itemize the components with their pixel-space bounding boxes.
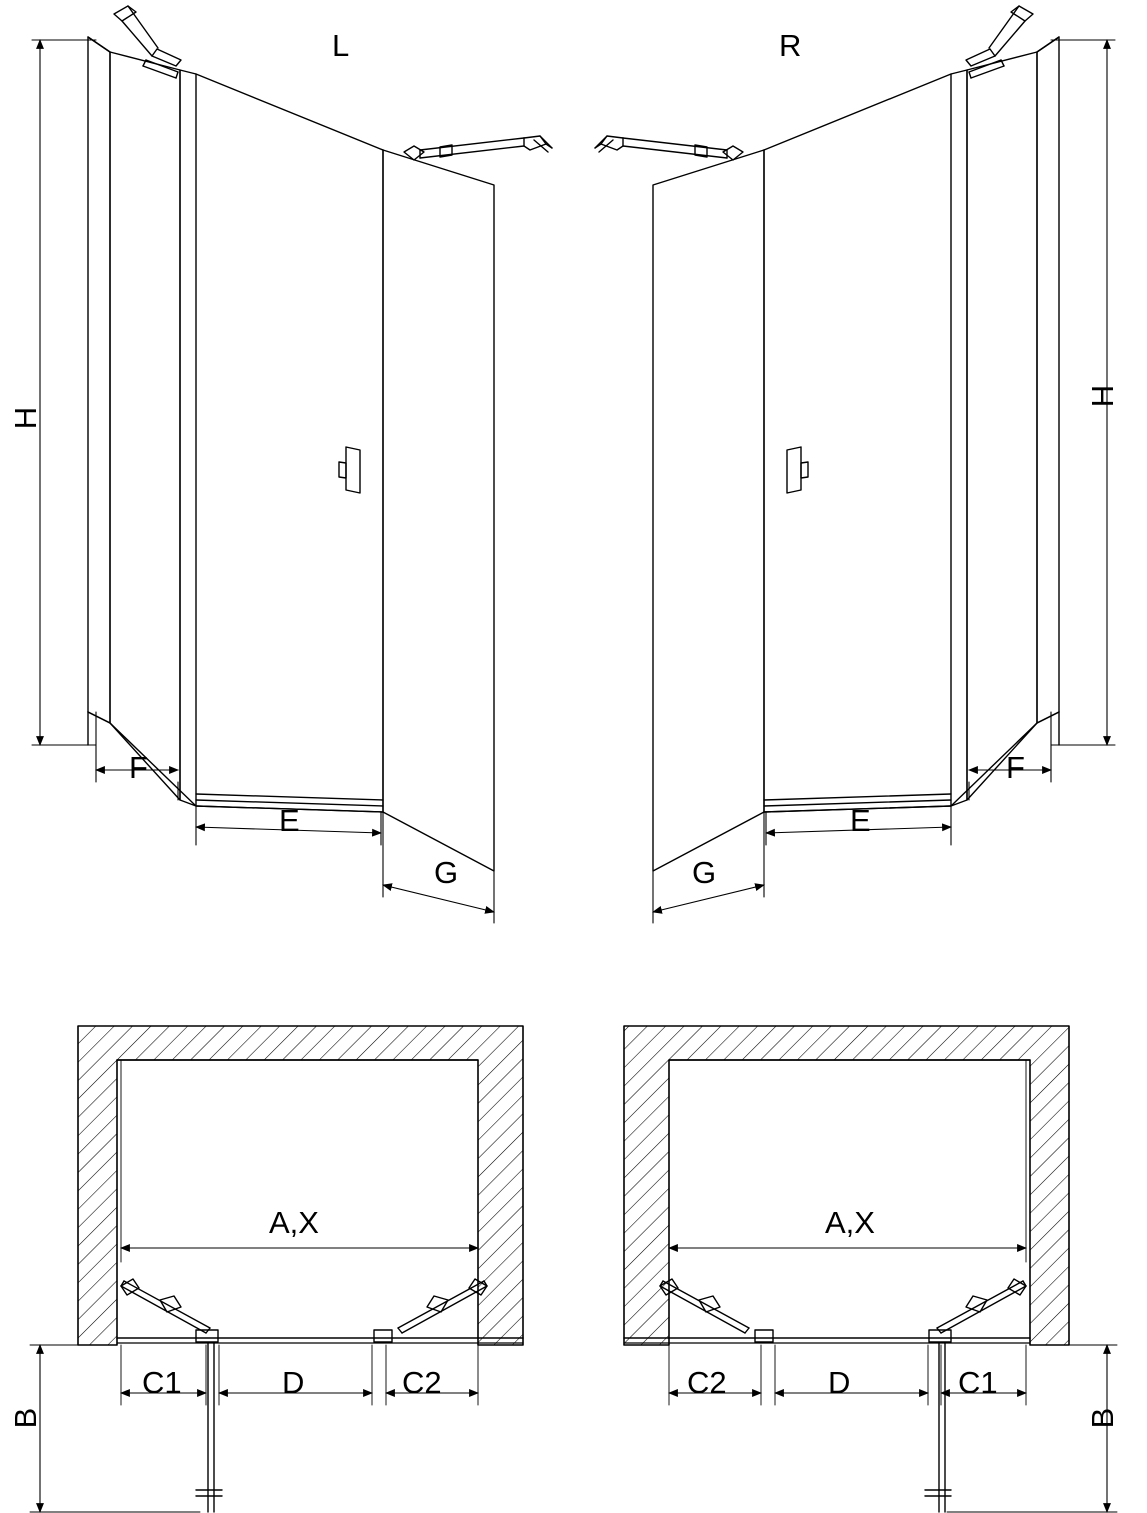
dim-label-C1-right: C1 [958, 1365, 998, 1400]
dim-label-G-right: G [692, 855, 717, 890]
elevation-right [595, 6, 1059, 871]
dim-label-C1-left: C1 [142, 1365, 182, 1400]
plan-right [624, 1026, 1117, 1512]
dim-label-F-left: F [129, 750, 148, 785]
elevation-left [88, 6, 552, 871]
dim-label-H-left: H [8, 406, 43, 430]
dim-label-D-left: D [282, 1365, 305, 1400]
dim-label-G-left: G [434, 855, 459, 890]
dim-label-F-right: F [1006, 750, 1025, 785]
dim-label-B-right: B [1085, 1407, 1120, 1429]
dim-label-E-left: E [279, 803, 300, 838]
dim-label-C2-right: C2 [687, 1365, 727, 1400]
view-label-left: L [332, 28, 350, 63]
plan-left [30, 1026, 523, 1512]
dim-label-H-right: H [1085, 384, 1120, 408]
dim-label-E-right: E [850, 803, 871, 838]
dim-label-D-right: D [828, 1365, 851, 1400]
dim-label-AX-left: A,X [269, 1205, 319, 1240]
dim-label-AX-right: A,X [825, 1205, 875, 1240]
dim-label-B-left: B [8, 1407, 43, 1429]
dim-H-left [32, 40, 96, 745]
dim-label-C2-left: C2 [402, 1365, 442, 1400]
view-label-right: R [779, 28, 802, 63]
